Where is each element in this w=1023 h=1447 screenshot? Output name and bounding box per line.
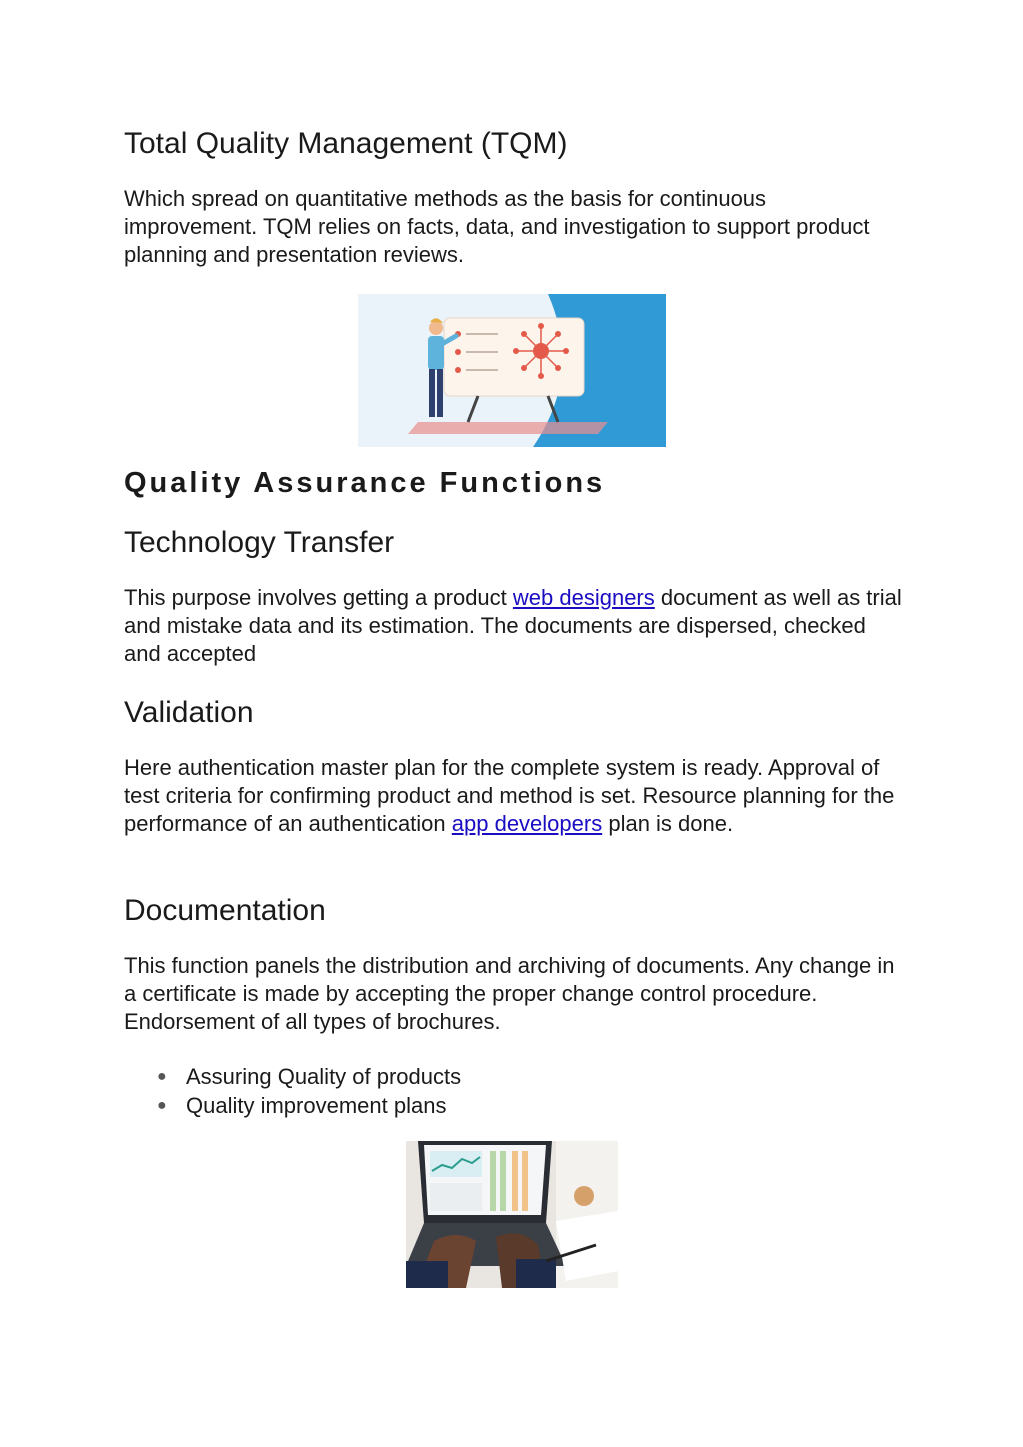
presenter-whiteboard-illustration	[358, 294, 666, 447]
bullet-icon: ●	[157, 1097, 167, 1114]
validation-paragraph: Here authentication master plan for the complete system is ready. Approval of test criteria for confirming product and method is set. Resource planning for the performance of an authentication app developers plan is done.	[124, 755, 895, 836]
list-item: ● Assuring Quality of products	[157, 1064, 462, 1089]
web-designers-link[interactable]: web designers	[512, 585, 655, 610]
bullet-icon: ●	[157, 1068, 167, 1085]
documentation-heading: Documentation	[124, 894, 326, 927]
technology-transfer-paragraph: This purpose involves getting a product web designers document as well as trial and mistake data and its estimation. The documents are dispersed, checked and accepted	[124, 585, 902, 666]
app-developers-link[interactable]: app developers	[451, 811, 603, 836]
documentation-bullet-list	[124, 1062, 461, 1120]
tqm-paragraph: Which spread on quantitative methods as the basis for continuous improvement. TQM relies on facts, data, and investigation to support product planning and presentation reviews.	[124, 186, 870, 267]
documentation-paragraph: This function panels the distribution and archiving of documents. Any change in a certificate is made by accepting the proper change control procedure. Endorsement of all types of brochures.	[124, 953, 895, 1034]
laptop-typing-icon	[406, 1141, 618, 1288]
presenter-whiteboard-icon	[358, 294, 666, 447]
tqm-heading: Total Quality Management (TQM)	[124, 127, 568, 160]
validation-heading: Validation	[124, 696, 254, 729]
list-item: ● Quality improvement plans	[157, 1093, 447, 1118]
qa-functions-heading: Quality Assurance Functions	[124, 467, 606, 499]
laptop-typing-photo	[406, 1141, 618, 1288]
technology-transfer-heading: Technology Transfer	[124, 526, 395, 559]
